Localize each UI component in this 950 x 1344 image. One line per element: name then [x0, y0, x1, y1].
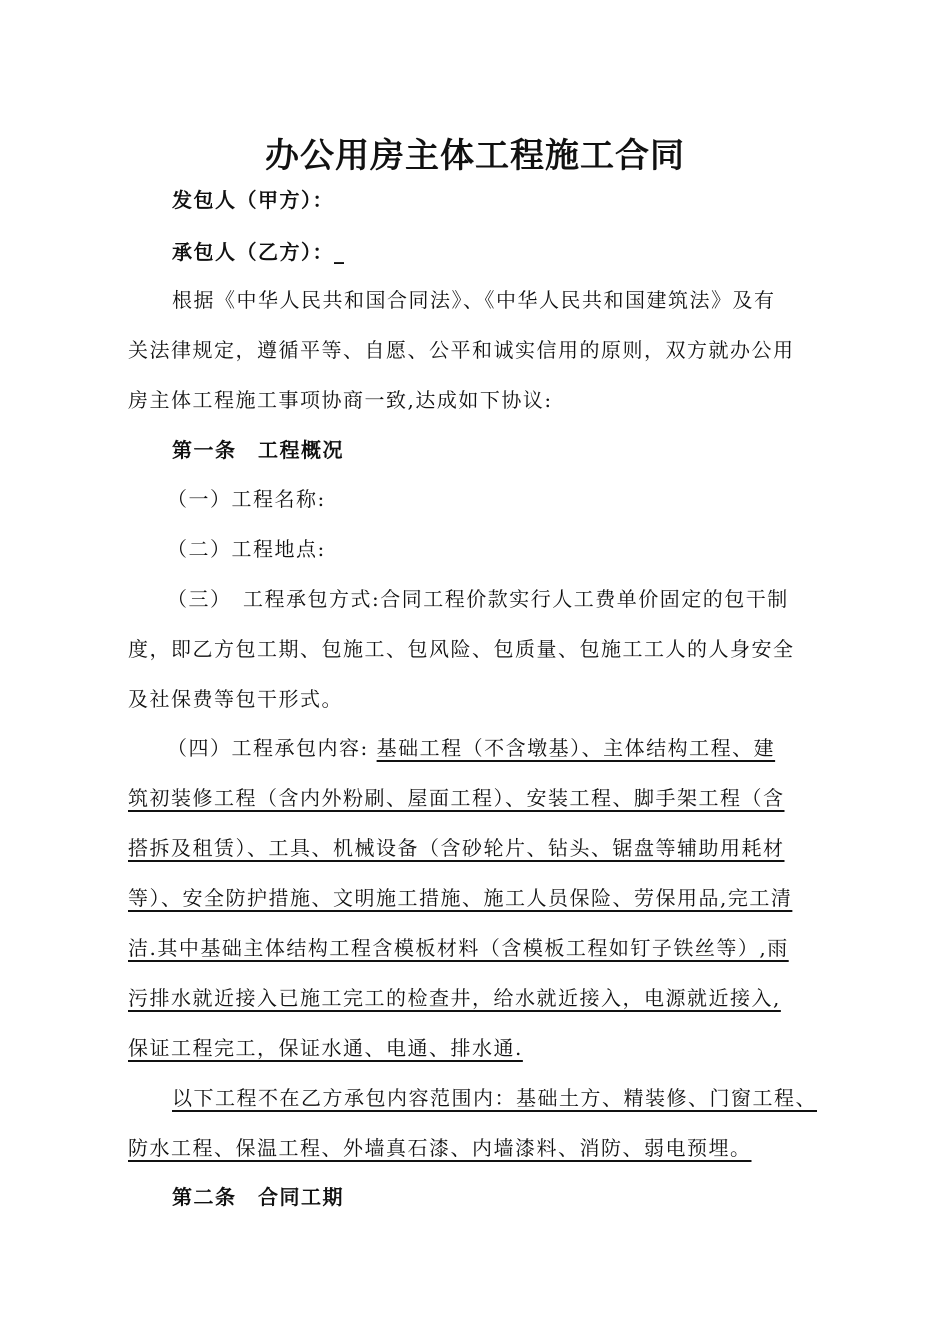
- preamble-line: 关法律规定，遵循平等、自愿、公平和诚实信用的原则，双方就办公用: [128, 338, 795, 362]
- article-1-item-4-line: 搭拆及租赁）、工具、机械设备（含砂轮片、钻头、锯盘等辅助用耗材: [128, 836, 785, 860]
- article-1-item-4-label: （四）工程承包内容:: [167, 736, 377, 760]
- article-1-item-4-first-line: [167, 735, 775, 761]
- exclusions-line: 以下工程不在乙方承包内容范围内：基础土方、精装修、门窗工程、: [172, 1086, 817, 1110]
- document-title: 办公用房主体工程施工合同: [265, 136, 685, 176]
- article-1-item-3-line: 度，即乙方包工期、包施工、包风险、包质量、包施工工人的人身安全: [128, 637, 795, 661]
- article-1-item-4-line: 污排水就近接入已施工完工的检查井，给水就近接入，电源就近接入,: [128, 986, 781, 1010]
- article-1-item-4-line: 洁.其中基础主体结构工程含模板材料（含模板工程如钉子铁丝等）,雨: [128, 936, 789, 960]
- article-2-heading: 第二条 合同工期: [172, 1185, 344, 1209]
- party-b-label: 承包人（乙方）：_: [172, 240, 346, 264]
- article-1-item-3-line: （三） 工程承包方式:合同工程价款实行人工费单价固定的包干制: [167, 587, 789, 611]
- article-1-item-4-text: 基础工程（不含墩基）、主体结构工程、建: [376, 736, 776, 760]
- article-1-heading: 第一条 工程概况: [172, 438, 344, 462]
- preamble-line: 房主体工程施工事项协商一致,达成如下协议:: [128, 388, 553, 412]
- article-1-item-1: （一）工程名称:: [167, 487, 326, 511]
- article-1-item-4-line: 筑初装修工程（含内外粉刷、屋面工程）、安装工程、脚手架工程（含: [128, 786, 785, 810]
- article-1-item-4-line: 等）、安全防护措施、文明施工措施、施工人员保险、劳保用品,完工清: [128, 886, 793, 910]
- exclusions-line: 防水工程、保温工程、外墙真石漆、内墙漆料、消防、弱电预埋。: [128, 1136, 752, 1160]
- article-1-item-3-line: 及社保费等包干形式。: [128, 687, 343, 711]
- party-a-label: 发包人（甲方）：: [172, 188, 334, 212]
- article-1-item-2: （二）工程地点:: [167, 537, 326, 561]
- preamble-line: 根据《中华人民共和国合同法》、《中华人民共和国建筑法》及有: [172, 288, 776, 312]
- article-1-item-4-line: 保证工程完工，保证水通、电通、排水通.: [128, 1036, 523, 1060]
